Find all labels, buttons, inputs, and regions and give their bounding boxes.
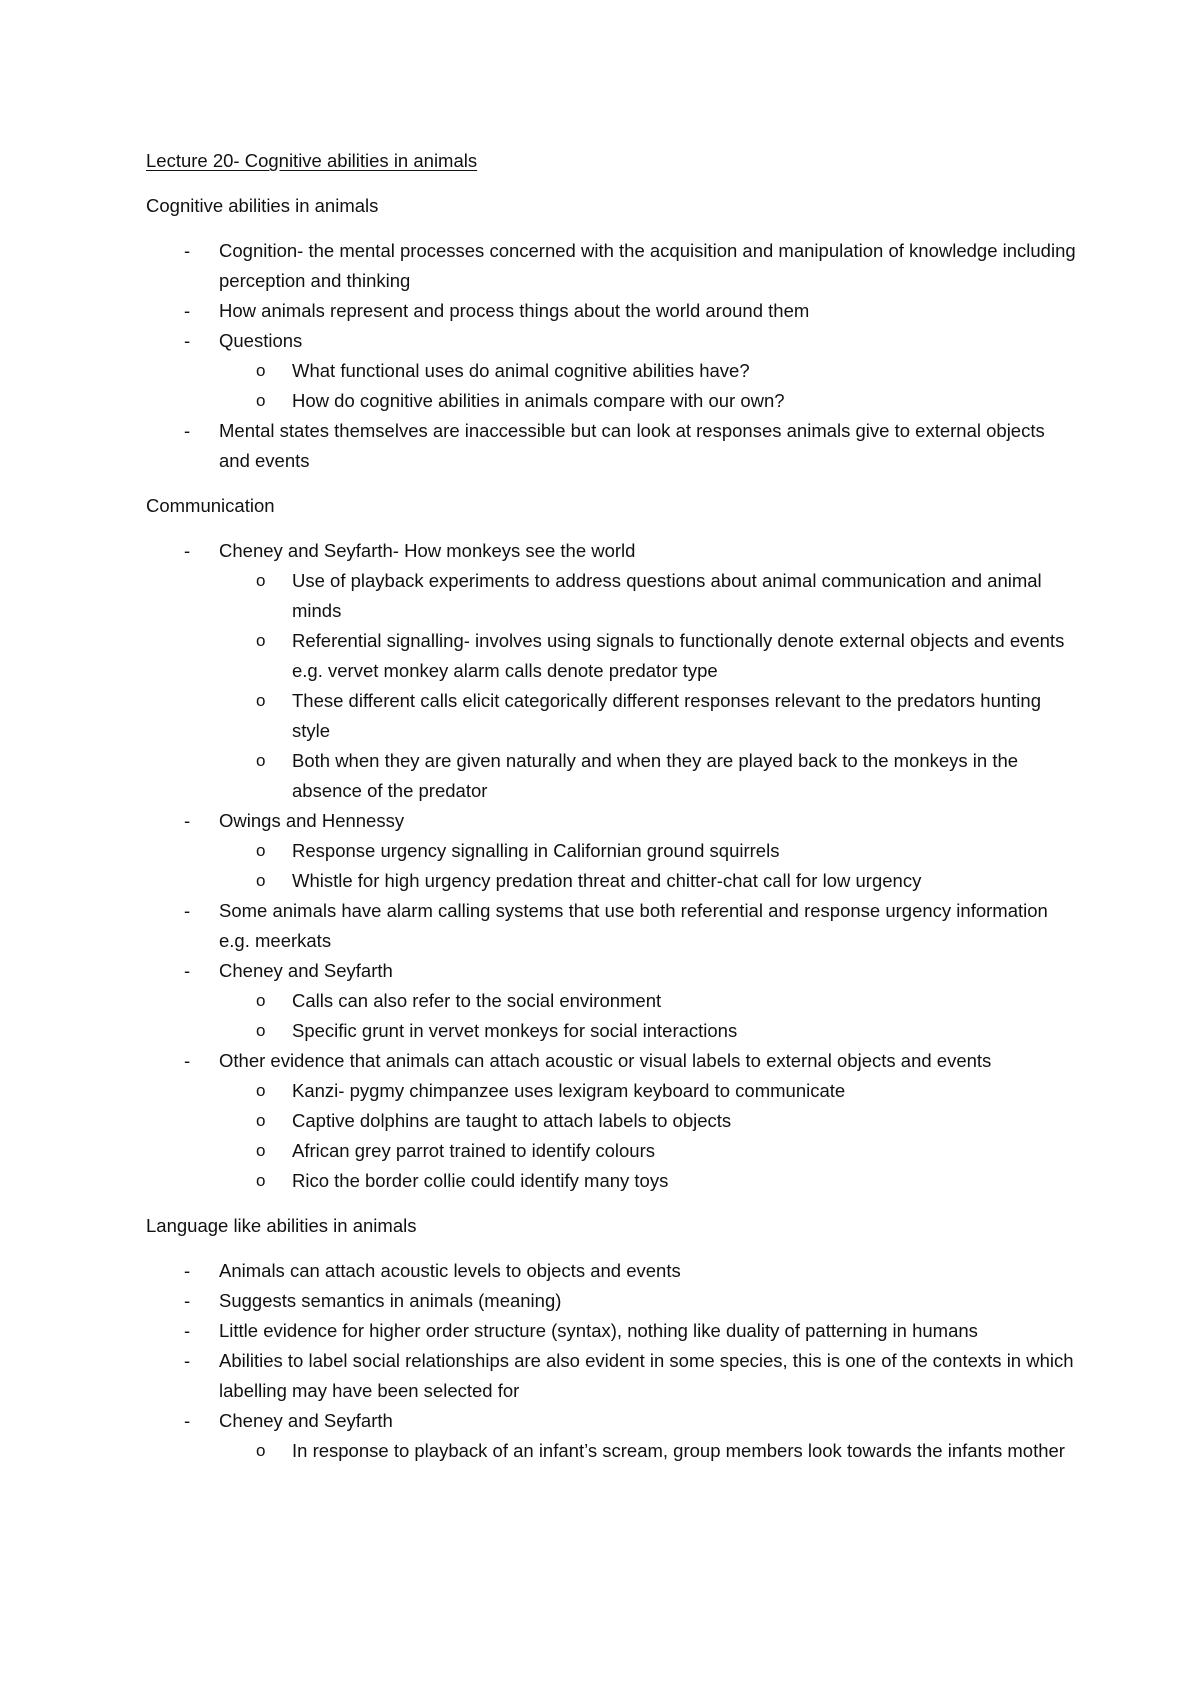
section-heading: Communication [146,495,275,516]
bullet-item [146,1256,1076,1286]
bullet-item [146,236,1076,296]
bullet-text: Some animals have alarm calling systems that use both referential and response urgency information e.g. meerkats [219,900,1048,951]
sub-bullet-list [219,1436,1076,1466]
bullet-item [146,296,1076,326]
bullet-text: Suggests semantics in animals (meaning) [219,1290,562,1311]
bullet-item [146,1406,1076,1466]
sub-bullet-list [219,986,1076,1046]
bullet-text: Abilities to label social relationships are also evident in some species, this is one of the contexts in which labelling may have been selected for [219,1350,1074,1401]
bullet-text: Other evidence that animals can attach acoustic or visual labels to external objects and events [219,1050,992,1071]
sub-bullet-list [219,1076,1076,1196]
sub-bullet-list [219,356,1076,416]
sections-container [146,191,1076,1466]
sub-bullet-item: o These different calls elicit categorically different responses relevant to the predators hunting style [219,686,1076,746]
bullet-text: Animals can attach acoustic levels to objects and events [219,1260,681,1281]
sub-bullet-item: o Both when they are given naturally and when they are played back to the monkeys in the absence of the predator [219,746,1076,806]
bullet-text: Mental states themselves are inaccessible but can look at responses animals give to external objects and events [219,420,1045,471]
bullet-item [146,1316,1076,1346]
bullet-text: Cheney and Seyfarth [219,960,393,981]
sub-bullet-item: o Referential signalling- involves using signals to functionally denote external objects and events e.g. vervet monkey alarm calls denote predator type [219,626,1076,686]
bullet-text: How animals represent and process things about the world around them [219,300,810,321]
bullet-item [146,326,1076,416]
bullet-list [146,1256,1076,1466]
sub-bullet-item: o What functional uses do animal cognitive abilities have? [219,356,1076,386]
sub-bullet-item: o Rico the border collie could identify many toys [219,1166,1076,1196]
bullet-text: Little evidence for higher order structure (syntax), nothing like duality of patterning in humans [219,1320,978,1341]
sub-bullet-item: o Whistle for high urgency predation threat and chitter-chat call for low urgency [219,866,1076,896]
bullet-text: Questions [219,330,303,351]
bullet-item [146,1346,1076,1406]
sub-bullet-item: o African grey parrot trained to identify colours [219,1136,1076,1166]
sub-bullet-item: o In response to playback of an infant’s scream, group members look towards the infants mother [219,1436,1076,1466]
section-heading: Cognitive abilities in animals [146,195,379,216]
bullet-item [146,536,1076,806]
sub-bullet-item: o How do cognitive abilities in animals compare with our own? [219,386,1076,416]
sub-bullet-item: o Response urgency signalling in Californian ground squirrels [219,836,1076,866]
bullet-item [146,1046,1076,1196]
section-heading: Language like abilities in animals [146,1215,417,1236]
bullet-item [146,416,1076,476]
bullet-list [146,536,1076,1196]
bullet-list [146,236,1076,476]
bullet-text: Cheney and Seyfarth- How monkeys see the world [219,540,636,561]
sub-bullet-item: o Captive dolphins are taught to attach labels to objects [219,1106,1076,1136]
document-body [146,146,1076,1481]
bullet-item [146,806,1076,896]
lecture-title: Lecture 20- Cognitive abilities in animals [146,150,478,171]
bullet-text: Owings and Hennessy [219,810,405,831]
sub-bullet-item: o Calls can also refer to the social environment [219,986,1076,1016]
sub-bullet-list [219,836,1076,896]
bullet-text: Cheney and Seyfarth [219,1410,393,1431]
sub-bullet-item: o Specific grunt in vervet monkeys for social interactions [219,1016,1076,1046]
bullet-text: Cognition- the mental processes concerned with the acquisition and manipulation of knowledge including perception and thinking [219,240,1076,291]
sub-bullet-item: o Use of playback experiments to address questions about animal communication and animal minds [219,566,1076,626]
sub-bullet-item: o Kanzi- pygmy chimpanzee uses lexigram keyboard to communicate [219,1076,1076,1106]
bullet-item [146,956,1076,1046]
bullet-item [146,896,1076,956]
sub-bullet-list [219,566,1076,806]
bullet-item [146,1286,1076,1316]
